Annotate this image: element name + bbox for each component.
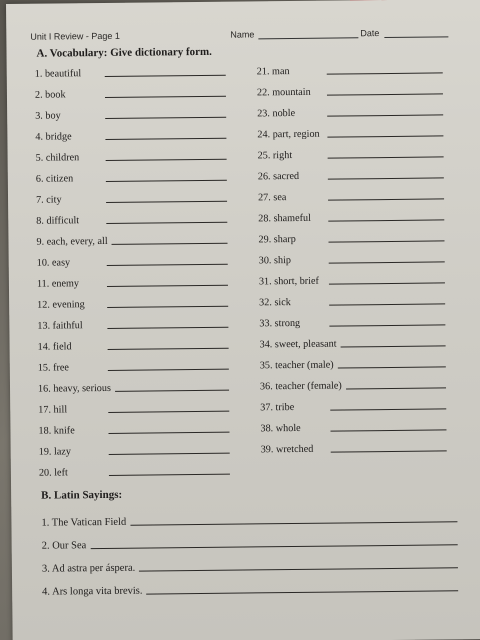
vocab-label: 21. man	[256, 66, 290, 78]
vocab-label: 3. boy	[35, 110, 61, 122]
vocab-label: 32. sick	[259, 297, 291, 309]
vocab-item	[259, 288, 449, 311]
vocab-item	[37, 333, 232, 356]
vocab-label: 8. difficult	[36, 215, 80, 227]
sayings-list	[41, 505, 462, 601]
saying-label: 1. The Vatican Field	[41, 516, 127, 529]
vocab-label: 11. enemy	[36, 278, 80, 290]
vocab-label: 23. noble	[257, 107, 296, 120]
vocab-label: 36. teacher (female)	[259, 380, 342, 393]
vocab-item	[258, 162, 448, 185]
vocab-item	[261, 435, 451, 458]
vocab-item	[36, 186, 231, 209]
vocab-item	[258, 183, 448, 206]
vocab-item	[38, 396, 233, 419]
answer-blank[interactable]	[330, 408, 446, 410]
section-b-heading: B. Latin Sayings:	[41, 488, 123, 502]
vocab-item	[37, 249, 232, 272]
answer-blank[interactable]	[327, 72, 443, 74]
answer-blank[interactable]	[107, 264, 228, 266]
answer-blank[interactable]	[108, 432, 229, 434]
answer-blank[interactable]	[328, 177, 444, 179]
answer-blank[interactable]	[327, 93, 443, 95]
vocab-label: 37. tribe	[260, 402, 295, 414]
answer-blank[interactable]	[107, 285, 228, 287]
vocab-label: 35. teacher (male)	[259, 359, 334, 372]
answer-blank[interactable]	[105, 138, 226, 140]
vocab-label: 6. citizen	[35, 173, 74, 185]
answer-blank[interactable]	[115, 390, 229, 392]
answer-blank[interactable]	[106, 222, 227, 224]
vocab-item	[260, 351, 450, 374]
vocab-label: 18. knife	[38, 425, 75, 437]
vocab-item	[259, 246, 449, 269]
answer-blank[interactable]	[330, 429, 446, 431]
vocab-label: 17. hill	[38, 404, 68, 416]
vocab-label: 15. free	[37, 362, 69, 374]
answer-blank[interactable]	[329, 240, 445, 242]
vocab-item	[257, 120, 447, 143]
answer-blank[interactable]	[105, 75, 226, 77]
answer-blank[interactable]	[108, 348, 229, 350]
answer-blank[interactable]	[329, 261, 445, 263]
vocab-label: 34. sweet, pleasant	[259, 338, 337, 351]
name-label: Name	[230, 29, 255, 40]
answer-blank[interactable]	[338, 366, 446, 368]
answer-blank[interactable]	[341, 345, 446, 347]
answer-blank[interactable]	[329, 324, 445, 326]
vocab-item	[260, 372, 450, 395]
vocab-label: 39. wretched	[260, 443, 314, 456]
vocab-left-column	[35, 60, 234, 482]
vocab-label: 25. right	[257, 150, 293, 162]
answer-blank[interactable]	[139, 567, 458, 571]
answer-blank[interactable]	[130, 521, 457, 525]
answer-blank[interactable]	[109, 474, 230, 476]
vocab-item	[38, 354, 233, 377]
saying-label: 4. Ars longa vita brevis.	[42, 585, 143, 598]
answer-blank[interactable]	[105, 96, 226, 98]
vocab-item	[39, 438, 234, 461]
vocab-label: 22. mountain	[256, 86, 311, 99]
answer-blank[interactable]	[328, 219, 444, 221]
vocab-label: 28. shameful	[258, 212, 311, 225]
vocab-right-column	[257, 57, 451, 458]
vocab-label: 2. book	[34, 89, 66, 101]
vocab-item	[260, 414, 450, 437]
vocab-item	[37, 291, 232, 314]
page-title: Unit I Review - Page 1	[30, 30, 120, 42]
page-header	[30, 27, 452, 45]
name-blank[interactable]	[258, 37, 358, 39]
vocab-item	[259, 330, 449, 353]
vocab-label: 24. part, region	[257, 128, 320, 141]
vocab-label: 30. ship	[258, 255, 292, 267]
vocab-item	[257, 78, 447, 101]
vocab-item	[257, 57, 447, 80]
vocab-item	[36, 228, 231, 251]
vocab-label: 29. sharp	[258, 233, 296, 246]
vocab-item	[35, 60, 230, 83]
date-blank[interactable]	[384, 36, 448, 38]
vocab-label: 16. heavy, serious	[37, 382, 111, 395]
saying-label: 2. Our Sea	[41, 540, 87, 552]
vocab-item	[37, 270, 232, 293]
vocab-label: 27. sea	[257, 192, 287, 204]
vocab-label: 19. lazy	[38, 446, 72, 458]
vocab-label: 13. faithful	[37, 320, 83, 332]
answer-blank[interactable]	[107, 306, 228, 308]
vocab-item	[38, 375, 233, 398]
vocab-item	[39, 459, 234, 482]
answer-blank[interactable]	[109, 453, 230, 455]
vocab-label: 38. whole	[260, 422, 301, 435]
answer-blank[interactable]	[105, 117, 226, 119]
vocab-label: 1. beautiful	[34, 68, 82, 80]
vocab-item	[259, 309, 449, 332]
answer-blank[interactable]	[108, 369, 229, 371]
answer-blank[interactable]	[329, 303, 445, 305]
answer-blank[interactable]	[346, 387, 446, 389]
answer-blank[interactable]	[328, 156, 444, 158]
vocab-item	[35, 144, 230, 167]
saying-label: 3. Ad astra per áspera.	[41, 562, 136, 575]
answer-blank[interactable]	[106, 201, 227, 203]
answer-blank[interactable]	[327, 114, 443, 116]
vocab-label: 12. evening	[37, 299, 85, 311]
vocab-label: 31. short, brief	[258, 275, 319, 288]
vocab-label: 4. bridge	[35, 131, 72, 143]
vocab-item	[35, 102, 230, 125]
vocab-label: 26. sacred	[257, 170, 300, 183]
vocab-item	[37, 312, 232, 335]
vocab-item	[258, 225, 448, 248]
vocab-item	[259, 267, 449, 290]
answer-blank[interactable]	[328, 198, 444, 200]
answer-blank[interactable]	[91, 544, 458, 549]
answer-blank[interactable]	[106, 180, 227, 182]
vocab-item	[35, 123, 230, 146]
worksheet-page	[6, 0, 480, 640]
answer-blank[interactable]	[327, 135, 443, 137]
vocab-label: 14. field	[37, 341, 72, 353]
answer-blank[interactable]	[329, 282, 445, 284]
vocab-label: 7. city	[35, 194, 62, 206]
vocab-item	[36, 165, 231, 188]
section-a-heading: A. Vocabulary: Give dictionary form.	[36, 45, 212, 60]
answer-blank[interactable]	[108, 411, 229, 413]
date-label: Date	[360, 28, 380, 39]
vocab-label: 33. strong	[259, 317, 301, 330]
saying-item	[42, 574, 462, 601]
vocab-label: 10. easy	[36, 257, 71, 269]
answer-blank[interactable]	[112, 243, 228, 245]
vocab-label: 20. left	[38, 467, 68, 479]
answer-blank[interactable]	[107, 327, 228, 329]
vocab-item	[36, 207, 231, 230]
vocab-item	[260, 393, 450, 416]
vocab-item	[257, 141, 447, 164]
vocab-item	[35, 81, 230, 104]
vocab-item	[257, 99, 447, 122]
vocab-item	[258, 204, 448, 227]
vocab-item	[38, 417, 233, 440]
vocab-label: 5. children	[35, 152, 80, 164]
answer-blank[interactable]	[331, 450, 447, 452]
answer-blank[interactable]	[106, 159, 227, 161]
vocab-label: 9. each, every, all	[36, 235, 108, 248]
answer-blank[interactable]	[146, 590, 458, 594]
